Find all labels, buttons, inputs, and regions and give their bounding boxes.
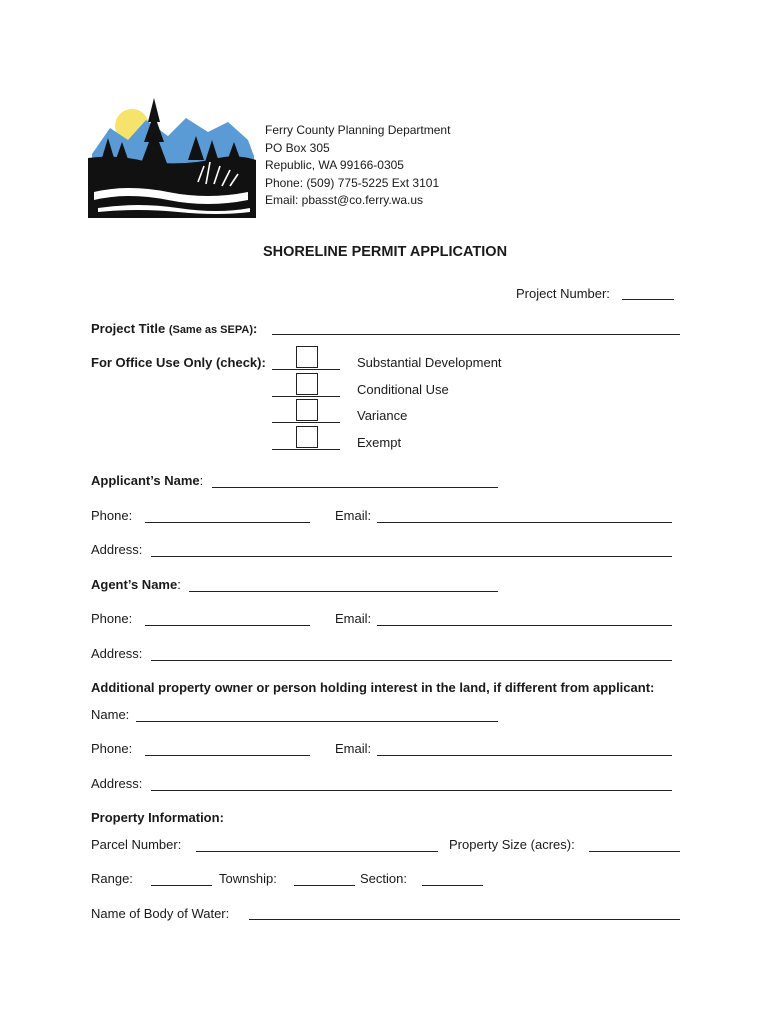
checkbox-conditional-use[interactable] [296, 373, 318, 395]
option-variance: Variance [357, 408, 408, 423]
department-name: Ferry County Planning Department [265, 123, 451, 137]
checkbox-underline [272, 449, 340, 450]
agent-address-field[interactable] [151, 660, 672, 661]
owner-address-label: Address: [91, 776, 143, 791]
agent-address-label: Address: [91, 646, 143, 661]
owner-address-field[interactable] [151, 790, 672, 791]
owner-email-label: Email: [335, 741, 372, 756]
applicant-address-field[interactable] [151, 556, 672, 557]
applicant-phone-label: Phone: [91, 508, 133, 523]
owner-phone-label: Phone: [91, 741, 133, 756]
checkbox-exempt[interactable] [296, 426, 318, 448]
department-email: Email: pbasst@co.ferry.wa.us [265, 193, 424, 207]
checkbox-underline [272, 422, 340, 423]
checkbox-variance[interactable] [296, 399, 318, 421]
agent-phone-label: Phone: [91, 611, 133, 626]
applicant-name-label: Applicant’s Name: [91, 473, 204, 488]
applicant-name-field[interactable] [212, 487, 498, 488]
range-field[interactable] [151, 885, 212, 886]
parcel-number-label: Parcel Number: [91, 837, 182, 852]
property-size-field[interactable] [589, 851, 680, 852]
property-size-label: Property Size (acres): [449, 837, 575, 852]
property-section-heading: Property Information: [91, 810, 224, 825]
agent-name-field[interactable] [189, 591, 498, 592]
option-substantial-development: Substantial Development [357, 355, 502, 370]
department-phone: Phone: (509) 775-5225 Ext 3101 [265, 175, 440, 190]
agent-name-label: Agent’s Name: [91, 577, 181, 592]
applicant-phone-field[interactable] [145, 522, 310, 523]
owner-email-field[interactable] [377, 755, 672, 756]
owner-name-label: Name: [91, 707, 130, 722]
body-of-water-field[interactable] [249, 919, 680, 920]
owner-section-heading: Additional property owner or person holding interest in the land, if different from applicant: [91, 680, 655, 695]
owner-name-field[interactable] [136, 721, 498, 722]
page-title: SHORELINE PERMIT APPLICATION [262, 244, 508, 260]
body-of-water-label: Name of Body of Water: [91, 906, 230, 921]
office-use-label: For Office Use Only (check): [91, 355, 266, 370]
township-field[interactable] [294, 885, 355, 886]
section-label: Section: [360, 871, 407, 886]
applicant-address-label: Address: [91, 542, 143, 557]
applicant-email-field[interactable] [377, 522, 672, 523]
project-title-note: (Same as SEPA) [168, 324, 253, 336]
project-number-field[interactable] [622, 299, 674, 300]
ferry-county-logo [88, 96, 256, 218]
checkbox-substantial-development[interactable] [296, 346, 318, 368]
agent-email-field[interactable] [377, 625, 672, 626]
agent-phone-field[interactable] [145, 625, 310, 626]
applicant-email-label: Email: [335, 508, 372, 523]
township-label: Township: [219, 871, 277, 886]
option-conditional-use: Conditional Use [357, 382, 449, 397]
project-title-label: Project Title (Same as SEPA): [91, 321, 258, 336]
city-address: Republic, WA 99166-0305 [265, 158, 404, 172]
checkbox-underline [272, 369, 340, 370]
option-exempt: Exempt [357, 435, 402, 450]
checkbox-underline [272, 396, 340, 397]
agent-email-label: Email: [335, 611, 372, 626]
project-number-label: Project Number: [516, 286, 610, 301]
parcel-number-field[interactable] [196, 851, 438, 852]
po-box: PO Box 305 [265, 140, 330, 155]
range-label: Range: [91, 871, 133, 886]
section-field[interactable] [422, 885, 483, 886]
owner-phone-field[interactable] [145, 755, 310, 756]
department-contact-block [265, 122, 450, 210]
project-title-field[interactable] [272, 334, 680, 335]
